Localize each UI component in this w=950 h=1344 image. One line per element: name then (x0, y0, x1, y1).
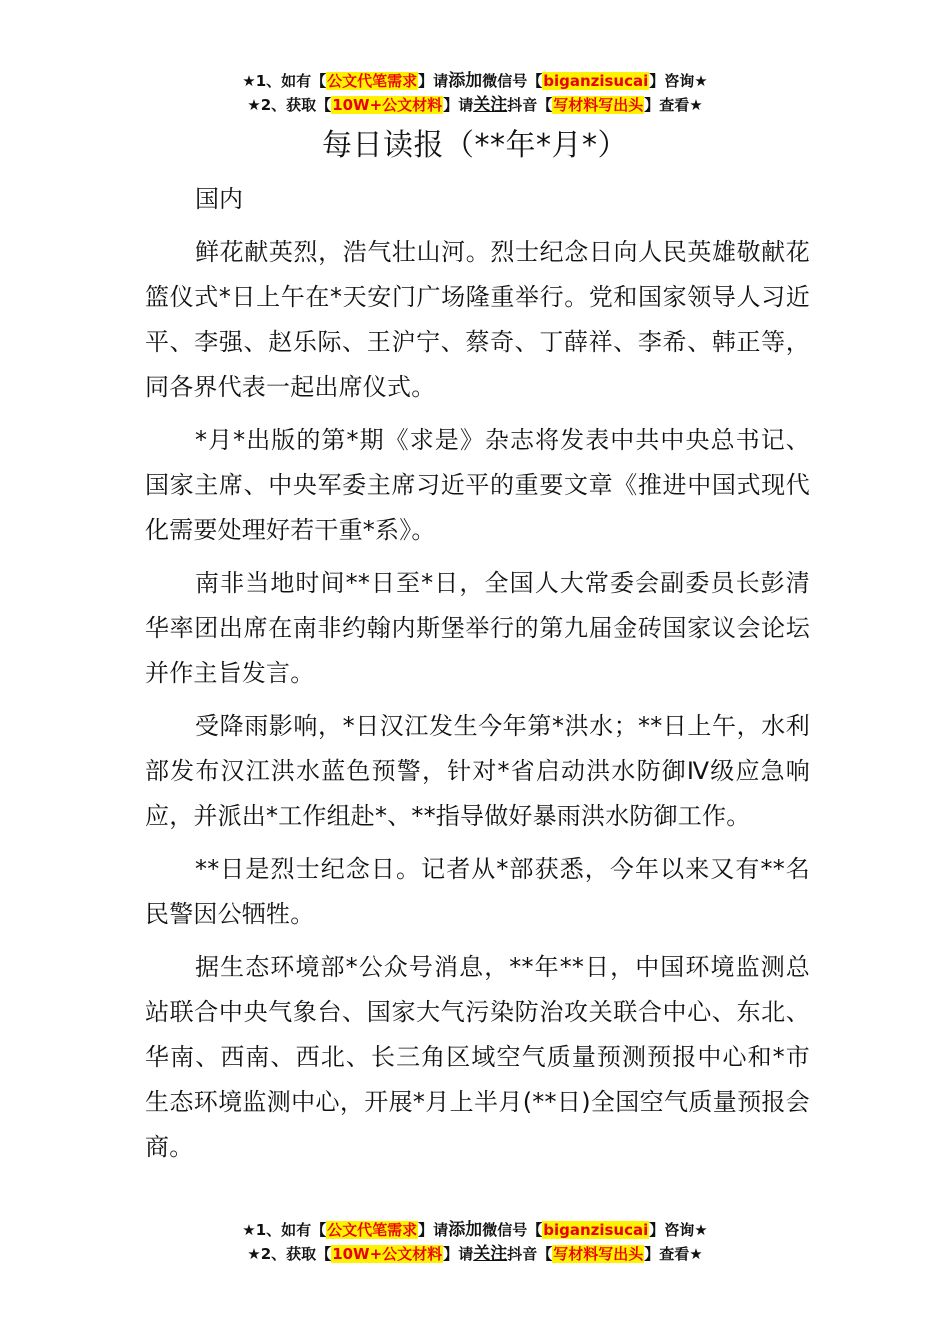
promo-douyin-id: 写材料写出头 (553, 96, 644, 114)
promo-line-2 (0, 93, 950, 117)
document-body (145, 176, 810, 1170)
promo-emphasis: 添加 (448, 71, 483, 91)
paragraph: 南非当地时间**日至*日，全国人大常委会副委员长彭清华率团出席在南非约翰内斯堡举行的第九届金砖国家议会论坛并作主旨发言。 (145, 569, 810, 687)
promo-emphasis: 关注 (473, 1244, 508, 1264)
promo-highlight: 10W+公文材料 (332, 96, 443, 114)
promo-emphasis: 关注 (473, 95, 508, 115)
promo-line-1 (0, 1218, 950, 1242)
promo-douyin-id: 写材料写出头 (553, 1245, 644, 1263)
promo-text: ★1、如有【 (242, 1221, 327, 1239)
promo-text: ★1、如有【 (242, 72, 327, 90)
promo-highlight: 10W+公文材料 (332, 1245, 443, 1263)
paragraph: **日是烈士纪念日。记者从*部获悉，今年以来又有**名民警因公牺牲。 (145, 855, 810, 928)
promo-text: 抖音【 (507, 96, 553, 114)
paragraph: *月*出版的第*期《求是》杂志将发表中共中央总书记、国家主席、中央军委主席习近平的重要文章《推进中国式现代化需要处理好若干重*系》。 (145, 426, 810, 544)
promo-line-2 (0, 1242, 950, 1266)
promo-line-1 (0, 69, 950, 93)
section-heading: 国内 (195, 185, 243, 213)
promo-text: 】请 (443, 1245, 474, 1263)
paragraph: 受降雨影响，*日汉江发生今年第*洪水；**日上午，水利部发布汉江洪水蓝色预警，针对*省启动洪水防御Ⅳ级应急响应，并派出*工作组赴*、**指导做好暴雨洪水防御工作。 (145, 712, 810, 830)
promo-text: 微信号【 (482, 72, 543, 90)
promo-text: 】请 (443, 96, 474, 114)
promo-highlight: 公文代笔需求 (327, 1221, 418, 1239)
document-title: 每日读报（**年*月*） (322, 128, 628, 163)
paragraph: 据生态环境部*公众号消息，**年**日，中国环境监测总站联合中央气象台、国家大气污染防治攻关联合中心、东北、华南、西南、西北、长三角区域空气质量预测预报中心和*市生态环境监测中心，开展*月上半月(**日)全国空气质量预报会商。 (145, 953, 810, 1161)
promo-wechat-id: biganzisucai (543, 72, 649, 90)
paragraph: 鲜花献英烈，浩气壮山河。烈士纪念日向人民英雄敬献花篮仪式*日上午在*天安门广场隆重举行。党和国家领导人习近平、李强、赵乐际、王沪宁、蔡奇、丁薛祥、李希、韩正等，同各界代表一起出席仪式。 (145, 238, 810, 401)
promo-text: 微信号【 (482, 1221, 543, 1239)
promo-text: 】咨询★ (649, 1221, 708, 1239)
promo-highlight: 公文代笔需求 (327, 72, 418, 90)
promo-banner-bottom (0, 1218, 950, 1266)
promo-emphasis: 添加 (448, 1220, 483, 1240)
promo-wechat-id: biganzisucai (543, 1221, 649, 1239)
promo-banner-top (0, 69, 950, 117)
promo-text: 】查看★ (644, 1245, 703, 1263)
promo-text: ★2、获取【 (247, 96, 332, 114)
promo-text: 】咨询★ (649, 72, 708, 90)
promo-text: 】请 (418, 1221, 449, 1239)
promo-text: 】查看★ (644, 96, 703, 114)
promo-text: 抖音【 (507, 1245, 553, 1263)
promo-text: ★2、获取【 (247, 1245, 332, 1263)
promo-text: 】请 (418, 72, 449, 90)
